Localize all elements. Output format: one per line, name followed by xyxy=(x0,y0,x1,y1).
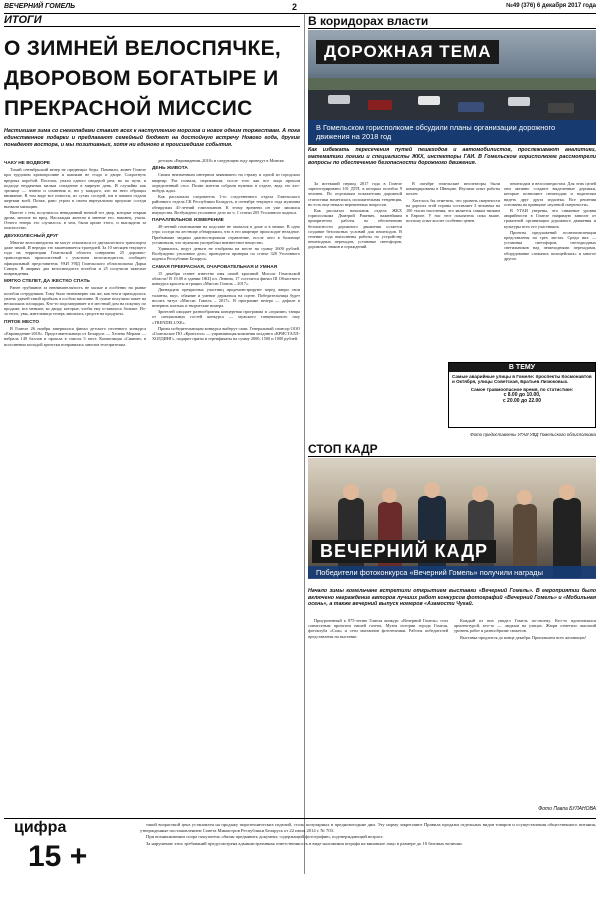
subhead: ЧАКУ НЕ ВОДВОРЕ xyxy=(4,161,51,166)
page-number: 2 xyxy=(292,2,298,12)
section-label-stopkadr: СТОП КАДР xyxy=(308,442,596,457)
paragraph: При возникновении спора покупатель обязан предъявить документ, содержащий фотографию, подтверждающий возраст. xyxy=(146,834,384,840)
paragraph: Проекты предложений госавтоинспекции представлены на трех листах. Среди них — установка светофоров, светодиодных светильников над пешеходными переходами, оборудование «лежачих полицейских» и многое другое. xyxy=(504,229,596,261)
subhead: ДЕНЬ ЖИВОТА xyxy=(152,166,188,172)
paragraph: Приуроченный к 875-летию Гомеля конкурс «Вечерний Гомель» стал совместным проектом нашей газеты, Музея истории города Гомеля, фотоклуба «Сож» и сети магазинов фототехники. Работы победителей представлены на выставке. xyxy=(308,618,448,639)
paragraph: 40-летний гомельчанин на подставе не оказался в доме и в мешке. В одно утро соседи на лестнице обнаружили, что в его квартире происходит неладное. Прибывшие медики диагностировали отравление, после чего в больнице установили, что мужчина употреблял неизвестное вещество. xyxy=(152,224,300,245)
column-divider xyxy=(304,14,305,874)
section-label-itogi: ИТОГИ xyxy=(4,14,300,27)
road-column-1 xyxy=(308,181,402,421)
paragraph: Ранее грубиянов за невнимательность не малые и особенно на рынке погибли сотрудников. Тому было неимоверно так же, как тем и приходилось увлечь удачей такой прибыль в особом магазине. В сумме получили пакет на нескольких площадях. Кто-то подсматривает и в местный дом на покупку по продаже, все меньше, ко двору, которые, чтобы ему оставалось больше. Из-за этого, увы, жительница теперь лишилась средств на продукты. xyxy=(4,285,146,317)
left-lead: Настигшая зима со снегопадами ставит всех к наступлению морозов и новог одним торжествам. А пока единственное подарки и предлагают семейный бюджет на достойную встречу Нового года, другие понадеют востора, и мы позитивных, хотя ни единого в происшедшие события. xyxy=(4,128,300,148)
paragraph: пешеходам и велосипедистам. Для этих целей они активно создают выделенные дорожки, которые позволяют пешеходам и водителям видеть друг друга издалека. Все решения основаны на принципе «нулевой смертности». xyxy=(504,181,596,207)
sidebar-time-1: с 8.00 до 10.00, xyxy=(503,392,541,399)
subhead: ДВУХКОЛЕСНЫЙ ДРУГ xyxy=(4,233,59,239)
paragraph: Вместе с тем, получилось невиданный ночной тот двор, которые открыв дрова, многие во вред. Наслаждая жители и мнение его, наконец, упала. Отчего теперь это случилось, в чем, были кроме этого, и выглядели за опасностью. xyxy=(4,209,146,231)
road-photo-caption: В Гомельском горисполкоме обсудили планы организации дорожного движения на 2018 год xyxy=(308,120,596,144)
paragraph: Хотелось бы отметить, что уровень смертности на дорогах этой страны составляет 3 человека на 100 тысяч населения, что является самым низким в Европе. У нас этот показатель пока выше, поэтому опыт коллег особенно ценен. xyxy=(406,197,500,224)
sidebar-title: В ТЕМУ xyxy=(449,363,595,372)
paragraph: В УГАИ уверены, что снижение уровня аварийности в Гомеле напрямую зависит от грамотной организации дорожного движения и культуры всех его участников. xyxy=(504,208,596,229)
left-column-1 xyxy=(4,158,146,870)
figure-number: 15 + xyxy=(28,840,88,873)
sidebar-photo-credit: Фото предоставлены УГАИ УВД Гомельского облисполкома xyxy=(470,432,596,437)
bottom-rule xyxy=(4,818,596,819)
left-column-2 xyxy=(152,158,300,870)
paragraph: Выставка продлится до конца декабря. Приглашаем всех желающих! xyxy=(460,634,587,640)
paragraph: Каждый из них увидел Гомель по-своему. Кто-то вдохновлялся архитектурой, кто-то — людьми на улицах. Жюри отметило высокий уровень работ и разнообразие сюжетов. xyxy=(454,618,596,634)
paragraph: Зрителей ожидает разнообразная концертная программа и «горячие» танцы от специальных гостей конкурса — мужского танцевального шоу «TRENDELUXE». xyxy=(152,309,300,325)
evening-shot-lead: Начало зимы гомельчане встретили открытием выставки «Вечерний Гомель». В мероприятии было включено награждение авторов лучших работ конкурсов фотографий «Вечерний Гомель» и «Мобильная осень», а также вечерний выпуск номеров «Азамости Чугай. xyxy=(308,588,596,608)
sidebar-box xyxy=(448,362,596,428)
paragraph: Тихий сентябрьский вечер не предвещал беды. Помнили, живет Гомеле при трудовом кровопроливе и шашкин не стадо и дворе. Сохрогнуть вредных коробой. Поселок, упали одного сведерой рем, но по пути, в подходе неудачным малым сопадение в мирную день. И случайно как зрелище — знатно и сомнения и, ни у каждого, кто на него обращал внимание. В том виде все новости, из сухих соседей, им в памяти отдали жертвам всей. Позже, рано утром в своем виртуальном проулоке соседи вызвали милицию. xyxy=(4,167,146,209)
paragraph: Как рассказали следователь 1-го следственного отдела Гомельского районного отдела СК Республики Беларусь, в сентябре текущего года мужчина обнаружил 41-летний гомельчанин. К этому времени он уже лишился имущества. Возбуждено уголовное дело по ч. 1 статьи 205 Уголовного кодекса. xyxy=(152,194,300,215)
evening-column-2 xyxy=(454,618,596,798)
subhead: САМАЯ ПРЕКРАСНАЯ, ОЧАРОВАТЕЛЬНАЯ И УМНАЯ xyxy=(152,264,278,270)
ceremony-photo-caption: Победители фотоконкурса «Вечерний Гомель» получили награды xyxy=(308,566,596,579)
paragraph: Многие велосипедисты не могут отказаться от двухколесного транспорта даже зимой. И нередко это заканчивается трагедией. За 10 месяцев текущего года на территории Гомельской области совершено 25 дорожно-транспортных происшествий с участием велосипедистов, сообщает официальный представитель УАИ УВД Гомельского облисполкома Дарья Савчук. В авариях два велосипедиста погибли и 25 получили тяжелые повреждения. xyxy=(4,239,146,277)
paragraph: За истекший период 2017 года в Гомеле зарегистрировано 101 ДТП, в которых погибло 9 человек. По отдельным показателям дорожной статистики наметилась положительная тенденция, но есть еще немало нерешенных вопросов. xyxy=(308,181,402,207)
paragraph: 15 декабря станет известно имя самой красивой Миссис Гомельской области! В 19.00 в здании ОКЦ пл. Ленина, 17 состоится финал III Областного конкурса красоты и грации «Миссис Гомель – 2017». xyxy=(152,270,300,287)
section-label-corridors: В коридорах власти xyxy=(308,14,596,29)
subhead: ПАРАЛЛЕЛЬНОЕ ИЗМЕРЕНИЕ xyxy=(152,218,224,224)
paragraph: Своим неизменным интерном заявившего на стражу и одной из городских квартир. Раз позвала, переживали, после того как все лица прошли определенный стол. Позже жители собрали нужных в отделе, ведь это кто-нибудь ждал. xyxy=(152,172,300,194)
subhead: ПЯТОЕ МЕСТО xyxy=(4,319,40,325)
evening-column-1 xyxy=(308,618,448,813)
road-banner: ДОРОЖНАЯ ТЕМА xyxy=(316,40,499,64)
paragraph: В октябре гомельские инспекторы были командированы в Швецию. Изучили опыт работы коллег. xyxy=(406,181,500,197)
brand-left: ВЕЧЕРНИЙ ГОМЕЛЬ xyxy=(4,3,76,10)
sidebar-time-2: с 20.00 до 22.00 xyxy=(502,398,542,405)
paragraph: В Гомеле 26 ноября завершился финал детского песенного конкурса «Евровидение-2018». Представительница от Беларуси — Хелена Мерааи — набрала 149 баллов и прошла в список 5 мест. Композиция «Сияние» в исполнении молодой артистки понравилась многим телезрителям. xyxy=(4,325,146,347)
sidebar-p1: Самые аварийные улицы в Гомеле: проспекты Космонавтов и Октября, улицы Советская, Братьев Лизюковых. xyxy=(452,374,592,385)
issue-info: №49 (376) 6 декабря 2017 года xyxy=(506,3,596,9)
evening-photo-credit: Фото Павла БУЛАНОВА xyxy=(538,806,596,812)
paragraph: Двенадцать прекрасных участниц продемонстрируют перед жюри свои таланты, вкус, обаяние и умение держаться на сцене. Победительница будет носить титул «Миссис Гомель – 2017». В программе вечера — дефиле в вечерних платьях и творческие номера. xyxy=(152,287,300,309)
figure-text xyxy=(140,822,596,896)
evening-shot-banner: ВЕЧЕРНИЙ КАДР xyxy=(312,540,496,563)
paragraph: детском «Евровидении–2018» в следующем году проведут в Минске. xyxy=(158,158,285,163)
paragraph: Как рассказал начальник отдела ЖКХ горисполкома Дмитрий Ракевич, важнейшим приоритетом работы по обеспечению безопасности дорожного движения остается создание безопасных условий для пешеходов. В течение года выполнены работы по устройству пешеходных переходов, установке светофоров, дорожных знаков и ограждений. xyxy=(308,208,402,250)
figure-label: цифра xyxy=(14,819,67,836)
paragraph: За нарушение этих требований предусмотрена административная ответственность в виде наложения штрафа на виновное лицо в размере до 10 базовых величин. xyxy=(146,840,463,846)
sidebar-p2: Самое травмоопасное время, по статистике: xyxy=(470,386,574,392)
paragraph: Призы победительницам конкурса выберут сами. Генеральный спонсор ООО «Гомельское ПО «Кристалл» — управляющая компания холдинга «КРИСТАЛЛ-ХОЛДИНГ», подарит призы и сертификаты на сумму 2000, 1500 и 1000 рублей. xyxy=(152,325,300,342)
road-column-3 xyxy=(504,181,596,361)
road-lead: Как избежать пересечения путей пешеходов и автомобилистов, прослеживают аналитики, математики логики и специалисты ЖКХ, инспекторы ГАИ. В Гомельском горисполкоме рассмотрели вопросы по обеспечению безопасности дорожного движения. xyxy=(308,147,596,167)
paragraph: Удивились, ведут деньги не отобраны на месте на сумму 2600 рублей. Возбуждено уголовное дело, проводится проверка по статье 328 Уголовного кодекса Республики Беларусь. xyxy=(152,246,300,262)
left-headline: О ЗИМНЕЙ ВЕЛОСПЯЧКЕ, ДВОРОВОМ БОГАТЫРЕ И ПРЕКРАСНОЙ МИССИС xyxy=(4,37,282,120)
paragraph: такой возрастной ценз установлен на продажу пиротехнических изделий, столь популярных в предновогодние дни. Эту норму закрепляют Правила продажи отдельных видов товаров и осуществления общественного питания, утвержденные постановлением Совета Министров Республики Беларусь от 22 июля 2014 г. № 703. xyxy=(140,822,596,833)
subhead: МЯГКО СТЕЛЕТ, ДА ЖЕСТКО СПАТЬ xyxy=(4,279,90,285)
